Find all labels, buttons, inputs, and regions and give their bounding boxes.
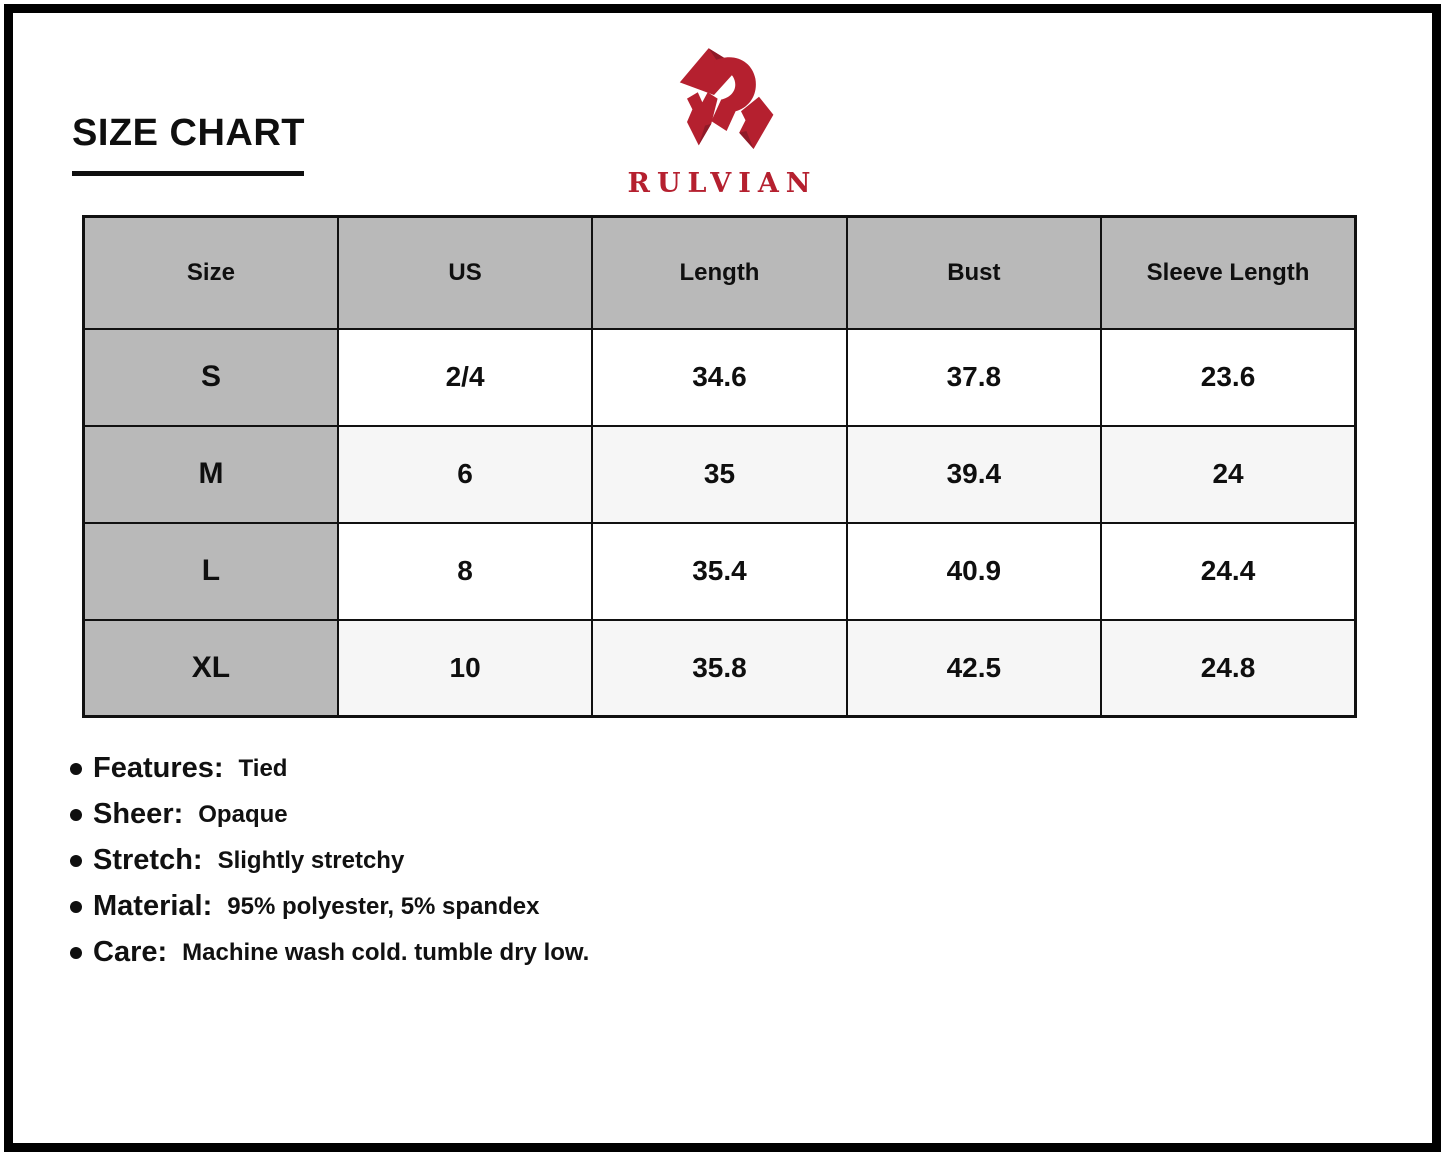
cell-length: 35.8 [592,620,846,717]
header-us: US [338,217,592,329]
header-size: Size [84,217,338,329]
cell-us: 6 [338,426,592,523]
bullet-dot-icon [70,763,82,775]
detail-value: Slightly stretchy [217,846,405,874]
cell-bust: 42.5 [847,620,1101,717]
table-row-s [84,329,1356,426]
list-item-material [70,890,589,923]
cell-size: XL [84,620,338,717]
size-chart-table [82,215,1357,718]
cell-bust: 40.9 [847,523,1101,620]
cell-size: M [84,426,338,523]
table-row-m [84,426,1356,523]
title-underline [72,171,304,176]
list-item-sheer [70,798,589,831]
bullet-dot-icon [70,809,82,821]
title-block [72,112,305,176]
cell-us: 8 [338,523,592,620]
cell-length: 35 [592,426,846,523]
bullet-dot-icon [70,947,82,959]
cell-sleeve: 24 [1101,426,1355,523]
detail-value: Tied [238,754,288,782]
brand-logo [593,44,853,199]
page-title: SIZE CHART [72,112,305,154]
table-row-l [84,523,1356,620]
detail-label: Sheer: [93,798,184,830]
bullet-dot-icon [70,855,82,867]
cell-sleeve: 24.8 [1101,620,1355,717]
detail-value: Opaque [198,800,288,828]
detail-label: Stretch: [93,844,203,876]
rulvian-r-monogram-icon [660,44,786,164]
cell-us: 10 [338,620,592,717]
bullet-dot-icon [70,901,82,913]
cell-length: 34.6 [592,329,846,426]
detail-value: Machine wash cold. tumble dry low. [182,938,590,966]
detail-label: Care: [93,936,168,968]
cell-size: S [84,329,338,426]
detail-label: Material: [93,890,213,922]
header-length: Length [592,217,846,329]
table-header-row [84,217,1356,329]
brand-name: RULVIAN [627,168,818,199]
header-sleeve-length: Sleeve Length [1101,217,1355,329]
cell-sleeve: 23.6 [1101,329,1355,426]
cell-us: 2/4 [338,329,592,426]
cell-length: 35.4 [592,523,846,620]
detail-value: 95% polyester, 5% spandex [227,892,540,920]
list-item-features [70,752,589,785]
list-item-stretch [70,844,589,877]
header-bust: Bust [847,217,1101,329]
cell-sleeve: 24.4 [1101,523,1355,620]
list-item-care [70,936,589,969]
cell-size: L [84,523,338,620]
cell-bust: 37.8 [847,329,1101,426]
detail-label: Features: [93,752,224,784]
table-row-xl [84,620,1356,717]
product-details-list [70,752,589,982]
cell-bust: 39.4 [847,426,1101,523]
